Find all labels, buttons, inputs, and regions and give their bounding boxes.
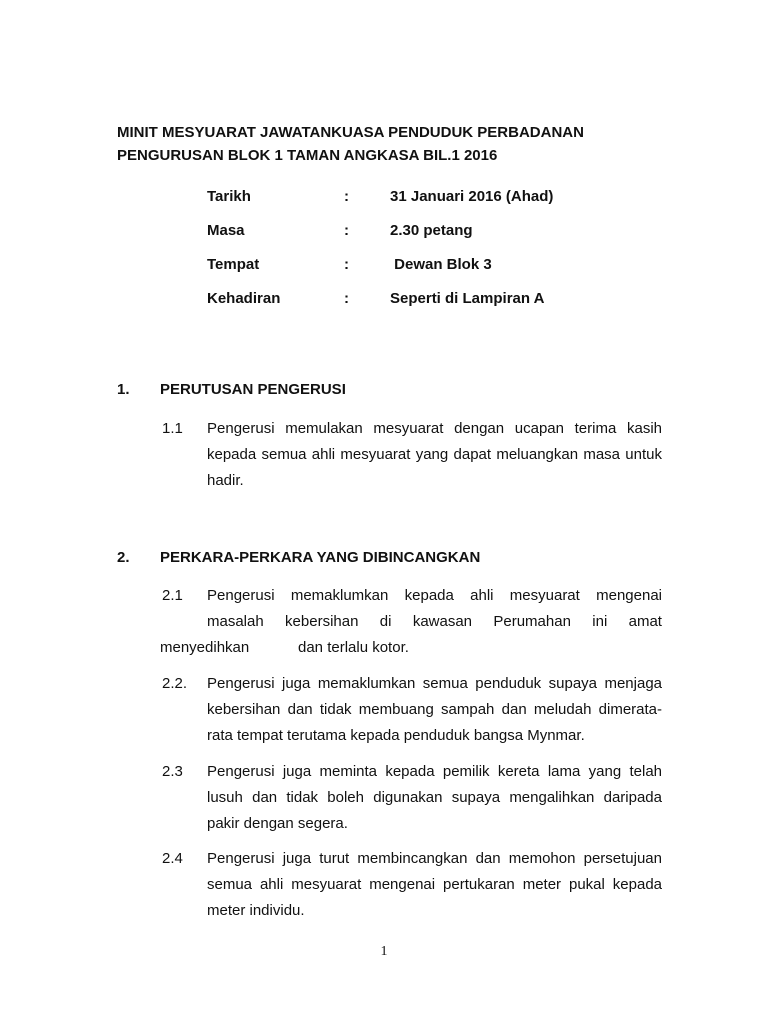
item-number: 2.3 — [162, 763, 183, 780]
title-line-1: MINIT MESYUARAT JAWATANKUASA PENDUDUK PERBADANAN — [117, 124, 584, 141]
item-text: dan terlalu kotor. — [298, 639, 409, 656]
item-number: 2.1 — [162, 587, 183, 604]
detail-colon: : — [344, 222, 349, 239]
detail-label: Masa — [207, 222, 245, 239]
detail-colon: : — [344, 188, 349, 205]
item-2-2 — [162, 671, 662, 749]
item-2-4 — [162, 846, 662, 924]
item-number: 1.1 — [162, 420, 183, 437]
detail-colon: : — [344, 290, 349, 307]
word: kawasan — [412, 613, 473, 630]
detail-label: Tarikh — [207, 188, 251, 205]
detail-value: Seperti di Lampiran A — [390, 290, 545, 307]
item-text: Pengerusi memaklumkan kepada ahli mesyuarat mengenai — [207, 587, 662, 604]
item-text: Pengerusi memulakan mesyuarat dengan ucapan terima kasih kepada semua ahli mesyuarat yang dapat meluangkan masa untuk hadir. — [207, 420, 662, 489]
detail-colon: : — [344, 256, 349, 273]
section-title: PERUTUSAN PENGERUSI — [160, 381, 346, 398]
item-text: Pengerusi juga turut membincangkan dan memohon persetujuan semua ahli mesyuarat mengenai pertukaran meter pukal kepada meter individu. — [207, 850, 662, 919]
item-text-block — [207, 583, 662, 635]
item-text-line-2 — [207, 609, 662, 635]
item-text-line-3 — [160, 635, 662, 661]
item-2-1 — [162, 583, 662, 661]
detail-value: 2.30 petang — [390, 222, 473, 239]
word: ini — [592, 613, 608, 630]
item-1-1 — [162, 416, 662, 494]
item-text: Pengerusi juga meminta kepada pemilik kereta lama yang telah lusuh dan tidak boleh digunakan supaya mengalihkan daripada pakir dengan segera. — [207, 763, 662, 832]
detail-value: Dewan Blok 3 — [390, 256, 492, 273]
document-title — [117, 121, 584, 167]
item-text: menyedihkan — [160, 639, 250, 656]
word: di — [379, 613, 392, 630]
item-number: 2.4 — [162, 850, 183, 867]
item-2-3 — [162, 759, 662, 837]
detail-value: 31 Januari 2016 (Ahad) — [390, 188, 554, 205]
word: amat — [628, 613, 662, 630]
section-number: 1. — [117, 381, 130, 398]
detail-label: Tempat — [207, 256, 260, 273]
word: Perumahan — [493, 613, 571, 630]
section-title: PERKARA-PERKARA YANG DIBINCANGKAN — [160, 549, 481, 566]
detail-label: Kehadiran — [207, 290, 281, 307]
item-number: 2.2. — [162, 675, 188, 692]
section-number: 2. — [117, 549, 130, 566]
item-text: Pengerusi juga memaklumkan semua penduduk supaya menjaga kebersihan dan tidak membuang sampah dan meludah dimerata-rata tempat terutama kepada penduduk bangsa Mynmar. — [207, 675, 662, 744]
page-number: 1 — [380, 944, 388, 959]
item-text-line-1 — [207, 583, 662, 609]
title-line-2: PENGURUSAN BLOK 1 TAMAN ANGKASA BIL.1 2016 — [117, 147, 498, 164]
word: masalah — [207, 613, 264, 630]
word: kebersihan — [285, 613, 359, 630]
